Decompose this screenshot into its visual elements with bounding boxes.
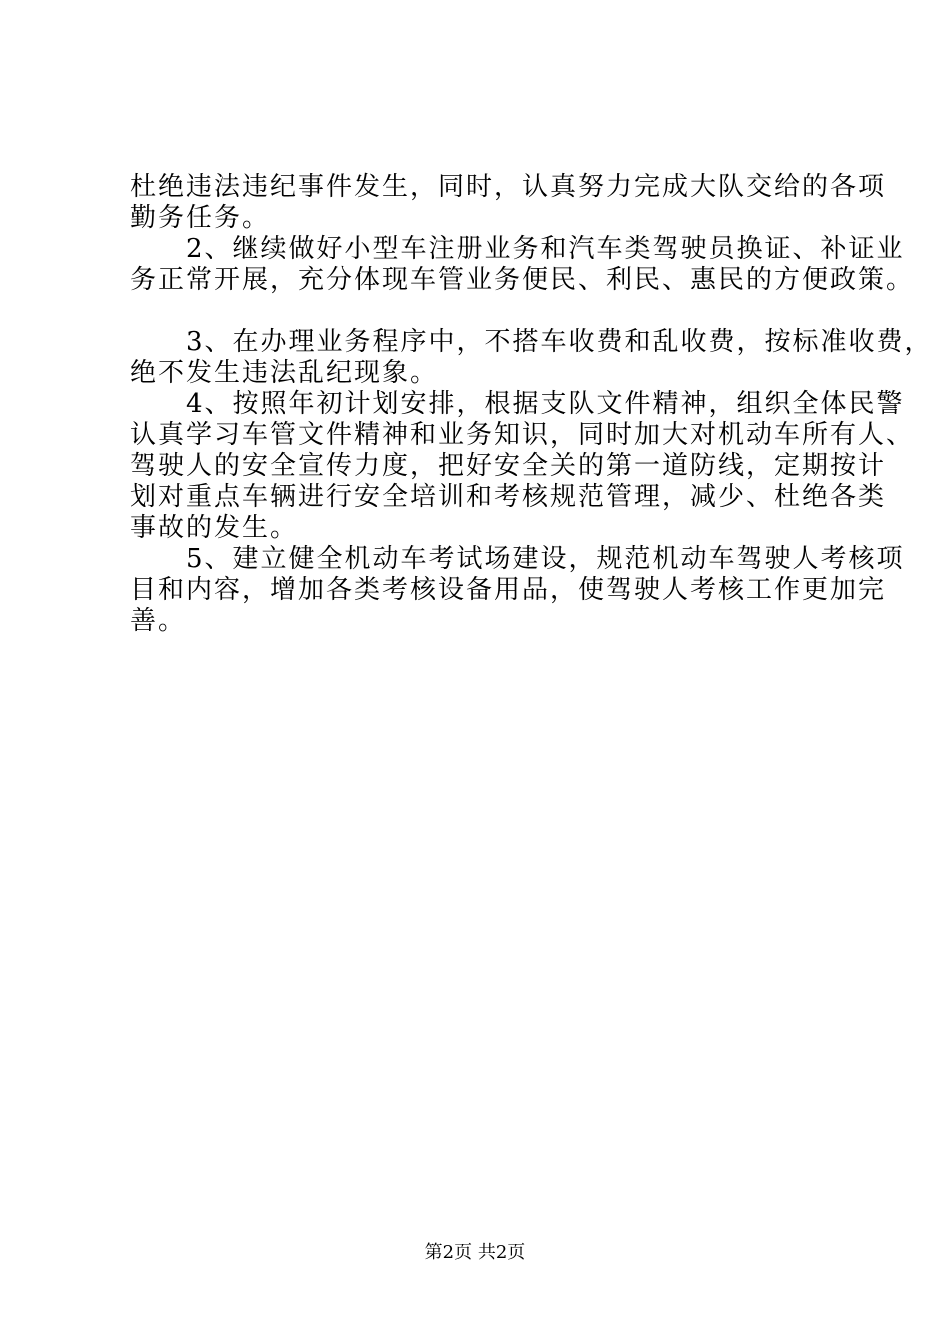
- text-line: 3、在办理业务程序中，不搭车收费和乱收费，按标准收费，: [130, 327, 933, 357]
- text-line: 杜绝违法违纪事件发生，同时，认真努力完成大队交给的各项: [130, 172, 887, 202]
- text-line: 5、建立健全机动车考试场建设，规范机动车驾驶人考核项: [130, 544, 905, 574]
- text-line: 务正常开展，充分体现车管业务便民、利民、惠民的方便政策。: [130, 265, 915, 295]
- paragraph-gap: [130, 296, 850, 327]
- text-line: 划对重点车辆进行安全培训和考核规范管理，减少、杜绝各类: [130, 482, 887, 512]
- text-line: 善。: [130, 606, 187, 636]
- document-body: [130, 172, 933, 637]
- text-line: 认真学习车管文件精神和业务知识，同时加大对机动车所有人、: [130, 420, 915, 450]
- text-line: 事故的发生。: [130, 513, 299, 543]
- page-footer: 第2页 共2页: [424, 1242, 526, 1263]
- text-line: 目和内容，增加各类考核设备用品，使驾驶人考核工作更加完: [130, 575, 887, 605]
- text-line: 驾驶人的安全宣传力度，把好安全关的第一道防线，定期按计: [130, 451, 887, 481]
- text-line: 绝不发生违法乱纪现象。: [130, 358, 439, 388]
- text-line: 勤务任务。: [130, 203, 271, 233]
- text-line: 2、继续做好小型车注册业务和汽车类驾驶员换证、补证业: [130, 234, 905, 264]
- text-line: 4、按照年初计划安排，根据支队文件精神，组织全体民警: [130, 389, 905, 419]
